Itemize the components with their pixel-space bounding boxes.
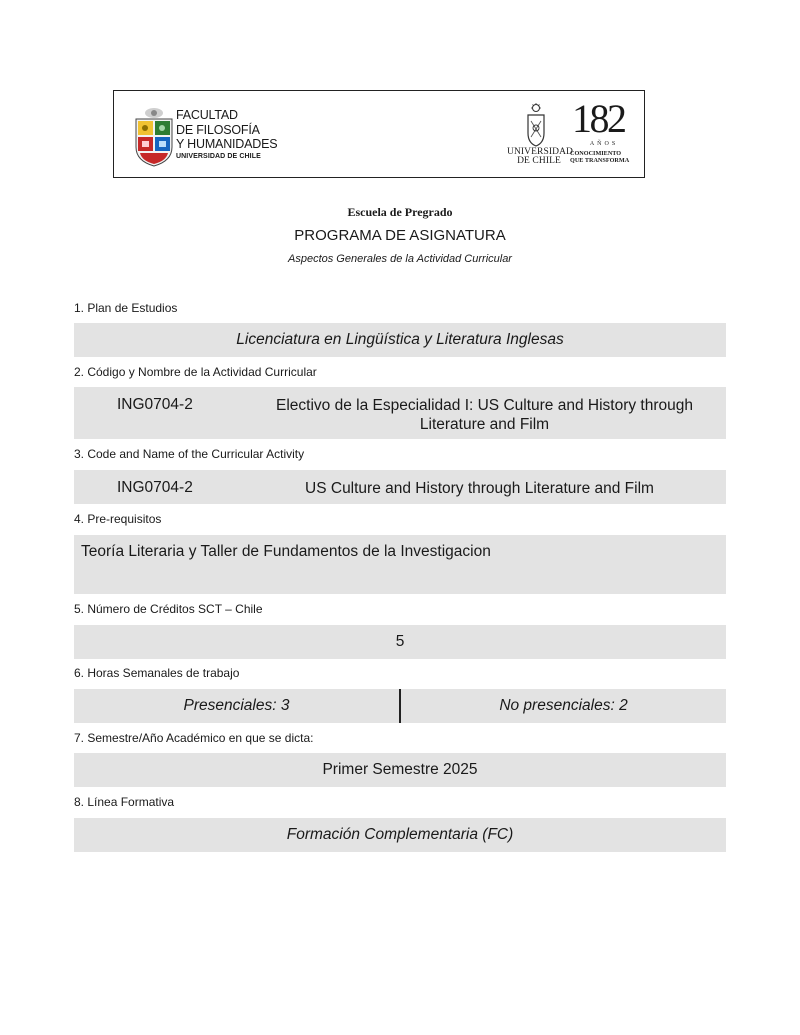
code-name-es-label: 2. Código y Nombre de la Actividad Curricular <box>74 365 317 379</box>
header-logos-box <box>113 90 645 178</box>
code-name-es-box <box>74 387 726 439</box>
credits-box <box>74 625 726 659</box>
hours-presencial: Presenciales: 3 <box>183 697 290 714</box>
page-title: PROGRAMA DE ASIGNATURA <box>294 227 506 244</box>
code-name-en-label: 3. Code and Name of the Curricular Activity <box>74 447 305 461</box>
faculty-line-2: DE FILOSOFÍA <box>176 122 260 137</box>
line-value: Formación Complementaria (FC) <box>286 826 514 843</box>
semester-box <box>74 753 726 787</box>
prereq-box <box>74 535 726 594</box>
semester-label: 7. Semestre/Año Académico en que se dicta: <box>74 731 314 745</box>
hours-no-presencial: No presenciales: 2 <box>499 697 628 714</box>
credits-value: 5 <box>395 633 405 650</box>
anniversary-number: 182 <box>572 96 625 141</box>
line-box <box>74 818 726 852</box>
school-name: Escuela de Pregrado <box>347 205 453 219</box>
credits-label: 5. Número de Créditos SCT – Chile <box>74 602 263 616</box>
prereq-label: 4. Pre-requisitos <box>74 512 162 526</box>
university-line-2: DE CHILE <box>517 156 561 166</box>
anniversary-word: AÑOS <box>589 141 619 147</box>
university-crest-icon <box>526 103 546 147</box>
university-line-1: UNIVERSIDAD <box>507 147 574 157</box>
hours-label: 6. Horas Semanales de trabajo <box>74 666 240 680</box>
page-subtitle: Aspectos Generales de la Actividad Curricular <box>288 253 512 265</box>
faculty-line-3: Y HUMANIDADES <box>176 137 278 151</box>
anniversary-tagline-1: CONOCIMIENTO <box>570 150 622 157</box>
course-name-es-line-2: Literature and Film <box>419 416 550 433</box>
faculty-shield-icon <box>134 105 174 167</box>
faculty-university: UNIVERSIDAD DE CHILE <box>176 152 261 160</box>
course-name-es-line-1: Electivo de la Especialidad I: US Culture and History through <box>276 397 693 414</box>
faculty-name <box>176 108 277 160</box>
plan-box <box>74 323 726 357</box>
anniversary-tagline <box>570 150 630 164</box>
anniversary-tagline-2: QUE TRANSFORMA <box>570 157 630 164</box>
hours-box <box>74 689 726 723</box>
plan-label: 1. Plan de Estudios <box>74 301 178 315</box>
line-label: 8. Línea Formativa <box>74 795 175 809</box>
semester-value: Primer Semestre 2025 <box>322 761 478 778</box>
code-name-en-box <box>74 470 726 504</box>
university-name <box>507 147 574 166</box>
course-name-es <box>259 396 710 434</box>
faculty-line-1: FACULTAD <box>176 108 238 122</box>
course-code-en: ING0704-2 <box>117 479 193 496</box>
plan-value: Licenciatura en Lingüística y Literatura Inglesas <box>236 331 564 348</box>
prereq-value: Teoría Literaria y Taller de Fundamentos de la Investigacion <box>81 543 491 560</box>
course-code-es: ING0704-2 <box>117 396 193 413</box>
course-name-en: US Culture and History through Literature and Film <box>305 480 654 497</box>
